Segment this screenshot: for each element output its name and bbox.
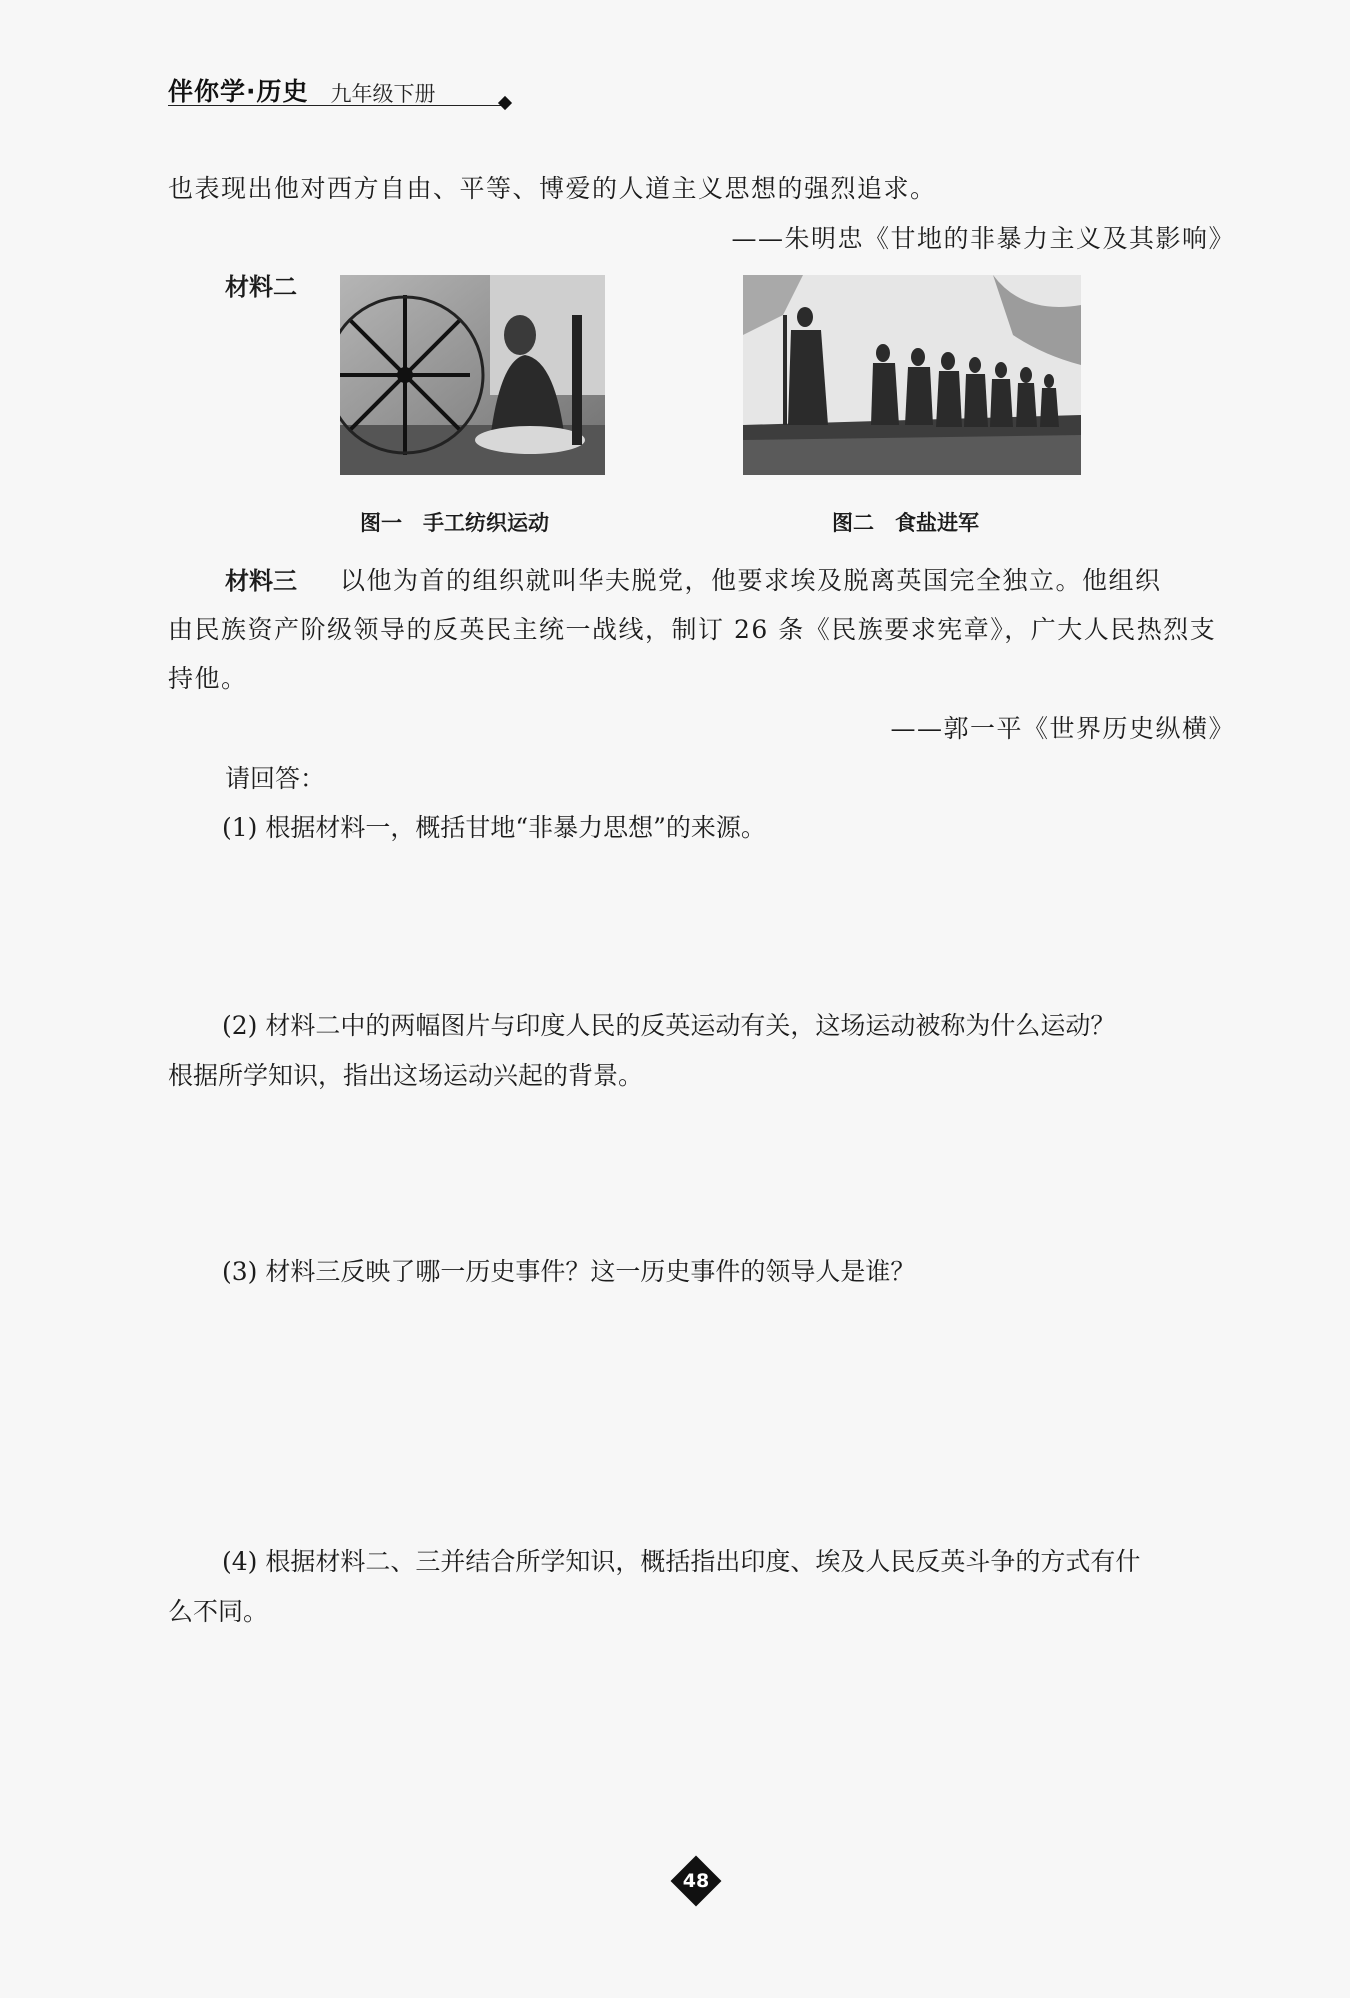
figure1-caption: 图一 手工纺织运动	[360, 511, 549, 535]
material1-source: ——朱明忠《甘地的非暴力主义及其影响》	[731, 224, 1235, 253]
question-2-line1: (2) 材料二中的两幅图片与印度人民的反英运动有关，这场运动被称为什么运动？	[222, 1011, 1116, 1040]
figure2-caption: 图二 食盐进军	[832, 511, 979, 535]
page-header	[168, 72, 436, 108]
page-number-badge	[671, 1856, 721, 1906]
questions-prompt: 请回答：	[225, 764, 326, 793]
question-2-line2: 根据所学知识，指出这场运动兴起的背景。	[168, 1061, 644, 1090]
material3-line1: 以他为首的组织就叫华夫脱党，他要求埃及脱离英国完全独立。他组织	[340, 566, 1162, 595]
header-rule	[168, 105, 504, 106]
material2-label: 材料二	[225, 273, 297, 301]
book-subtitle: 九年级下册	[330, 82, 436, 106]
question-4-line1: (4) 根据材料二、三并结合所学知识，概括指出印度、埃及人民反英斗争的方式有什	[222, 1547, 1141, 1576]
book-brand: 伴你学·历史	[168, 77, 309, 106]
material1-last-line: 也表现出他对西方自由、平等、博爱的人道主义思想的强烈追求。	[168, 174, 937, 203]
material3-label: 材料三	[225, 567, 297, 595]
question-3: (3) 材料三反映了哪一历史事件？这一历史事件的领导人是谁？	[222, 1257, 916, 1286]
material3-line3: 持他。	[168, 664, 248, 693]
header-diamond-icon	[498, 96, 512, 110]
material3-source: ——郭一平《世界历史纵横》	[890, 714, 1235, 743]
material3-line2: 由民族资产阶级领导的反英民主统一战线，制订 26 条《民族要求宪章》，广大人民热烈支	[168, 615, 1217, 644]
spinning-wheel-photo	[340, 275, 605, 475]
page-number: 48	[682, 1870, 710, 1892]
question-1: (1) 根据材料一，概括甘地“非暴力思想”的来源。	[222, 813, 766, 842]
question-4-line2: 么不同。	[168, 1597, 269, 1626]
salt-march-statue-photo	[743, 275, 1081, 475]
